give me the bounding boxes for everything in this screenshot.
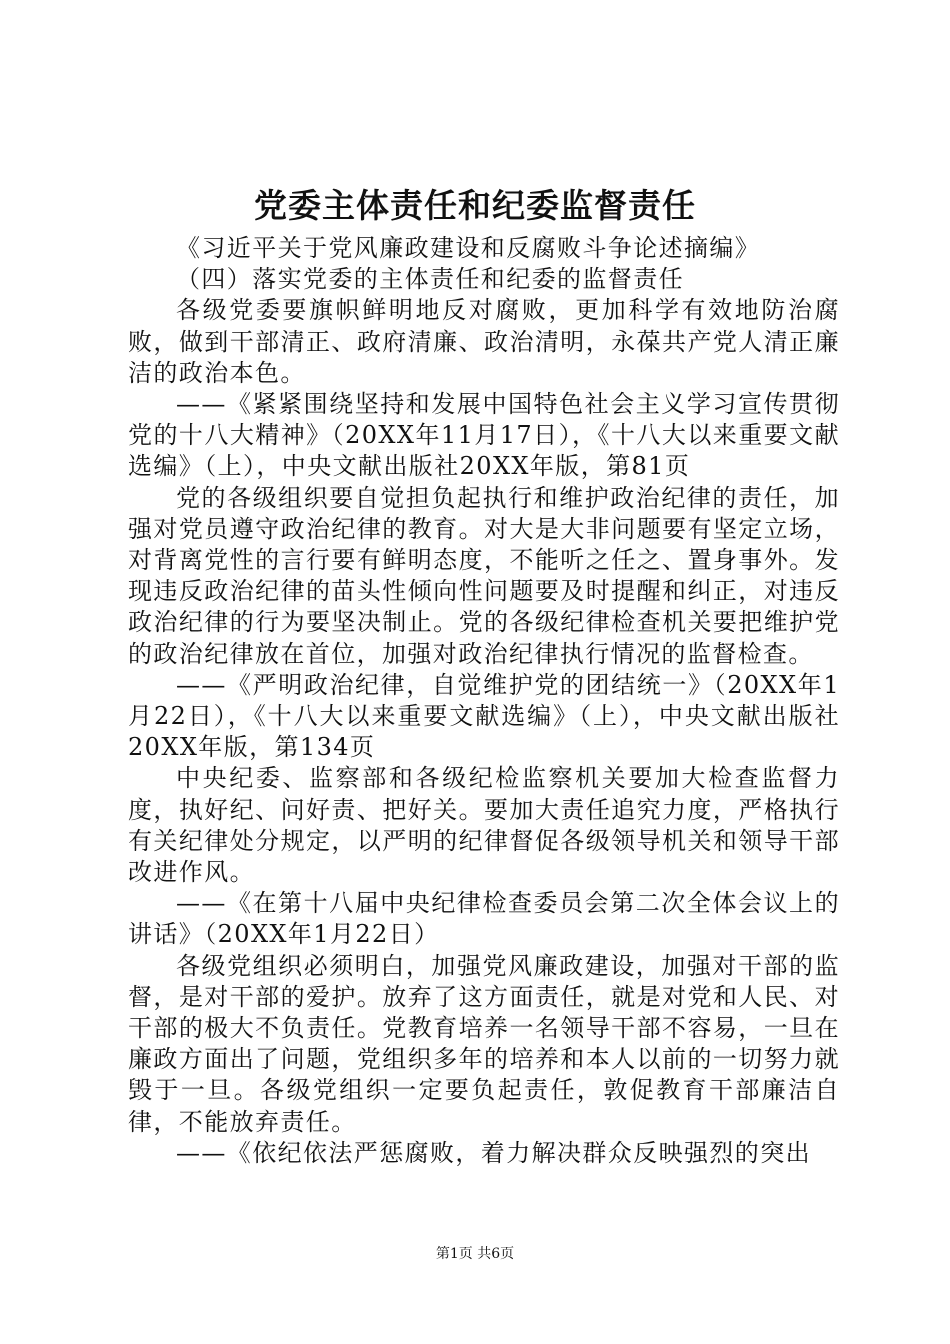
paragraph: 各级党委要旗帜鲜明地反对腐败，更加科学有效地防治腐败，做到干部清正、政府清廉、政治清明，永葆共产党人清正廉洁的政治本色。 — [128, 296, 840, 387]
paragraph-citation: ——《严明政治纪律，自觉维护党的团结统一》（20XX年1月22日），《十八大以来重要文献选编》（上），中央文献出版社20XX年版，第134页 — [128, 670, 840, 762]
paragraph: 中央纪委、监察部和各级纪检监察机关要加大检查监督力度，执好纪、问好责、把好关。要加大责任追究力度，严格执行有关纪律处分规定，以严明的纪律督促各级领导机关和领导干部改进作风。 — [128, 764, 840, 887]
page-footer: 第1页 共6页 — [435, 1246, 515, 1262]
document-title: 党委主体责任和纪委监督责任 — [254, 186, 696, 225]
paragraph-citation: ——《在第十八届中央纪律检查委员会第二次全体会议上的讲话》（20XX年1月22日） — [128, 889, 840, 949]
document-body — [128, 233, 840, 1169]
paragraph: 党的各级组织要自觉担负起执行和维护政治纪律的责任，加强对党员遵守政治纪律的教育。对大是大非问题要有坚定立场，对背离党性的言行要有鲜明态度，不能听之任之、置身事外。发现违反政治纪律的苗头性倾向性问题要及时提醒和纠正，对违反政治纪律的行为要坚决制止。党的各级纪律检查机关要把维护党的政治纪律放在首位，加强对政治纪律执行情况的监督检查。 — [128, 483, 840, 668]
paragraph-citation: ——《依纪依法严惩腐败，着力解决群众反映强烈的突出 — [176, 1138, 811, 1167]
paragraph: 各级党组织必须明白，加强党风廉政建设，加强对干部的监督，是对干部的爱护。放弃了这方面责任，就是对党和人民、对干部的极大不负责任。党教育培养一名领导干部不容易，一旦在廉政方面出了问题，党组织多年的培养和本人以前的一切努力就毁于一旦。各级党组织一定要负起责任，敦促教育干部廉洁自律，不能放弃责任。 — [128, 951, 840, 1136]
paragraph-section-heading: （四）落实党委的主体责任和纪委的监督责任 — [176, 265, 684, 294]
paragraph-citation: ——《紧紧围绕坚持和发展中国特色社会主义学习宣传贯彻党的十八大精神》（20XX年11月17日），《十八大以来重要文献选编》（上），中央文献出版社20XX年版，第81页 — [128, 390, 840, 481]
paragraph-source-book: 《习近平关于党风廉政建设和反腐败斗争论述摘编》 — [176, 234, 761, 262]
